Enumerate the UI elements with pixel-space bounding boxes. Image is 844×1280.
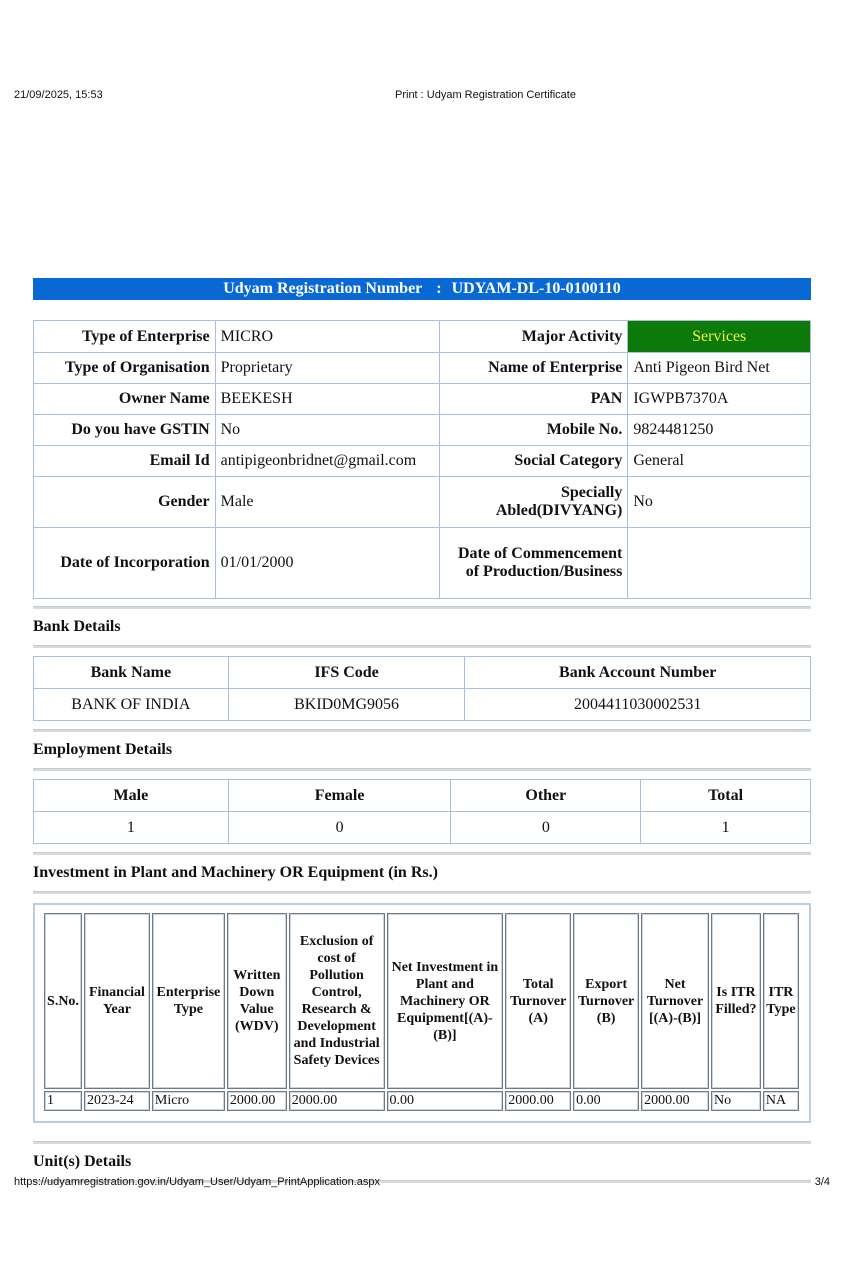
divider: [33, 891, 811, 894]
date-of-incorporation-value: 01/01/2000: [215, 528, 439, 599]
table-row: [34, 415, 811, 446]
registration-number: UDYAM-DL-10-0100110: [451, 280, 621, 297]
investment-title: Investment in Plant and Machinery OR Equipment (in Rs.): [33, 864, 438, 881]
bank-details-table: [33, 656, 811, 721]
table-row: [34, 384, 811, 415]
bank-name-value: BANK OF INDIA: [34, 689, 229, 721]
type-of-organisation-value: Proprietary: [215, 353, 439, 384]
gender-value: Male: [215, 477, 439, 528]
print-title: Print : Udyam Registration Certificate: [395, 89, 576, 101]
table-header-row: [44, 913, 799, 1089]
table-row: [34, 528, 811, 599]
gstin-value: No: [215, 415, 439, 446]
gstin-label: Do you have GSTIN: [34, 415, 216, 446]
export-turnover-cell: 0.00: [573, 1091, 639, 1111]
name-of-enterprise-label: Name of Enterprise: [439, 353, 628, 384]
print-header: [14, 89, 830, 103]
divider: [33, 645, 811, 648]
enterprise-type-cell: Micro: [152, 1091, 225, 1111]
itr-type-header: ITR Type: [763, 913, 799, 1089]
financial-year-header: Financial Year: [84, 913, 150, 1089]
owner-name-value: BEEKESH: [215, 384, 439, 415]
divider: [33, 768, 811, 771]
date-of-commencement-label: Date of Commencement of Production/Business: [439, 528, 628, 599]
net-investment-cell: 0.00: [387, 1091, 504, 1111]
female-header: Female: [228, 780, 451, 812]
ifs-code-value: BKID0MG9056: [228, 689, 465, 721]
certificate-content: [33, 278, 811, 1183]
financial-year-cell: 2023-24: [84, 1091, 150, 1111]
registration-banner: [33, 278, 811, 300]
itr-type-cell: NA: [763, 1091, 799, 1111]
social-category-value: General: [628, 446, 811, 477]
print-datetime: 21/09/2025, 15:53: [14, 89, 103, 101]
investment-table-wrapper: [33, 903, 811, 1123]
date-of-incorporation-label: Date of Incorporation: [34, 528, 216, 599]
total-turnover-cell: 2000.00: [505, 1091, 571, 1111]
table-row: [34, 446, 811, 477]
enterprise-type-header: Enterprise Type: [152, 913, 225, 1089]
total-header: Total: [641, 780, 811, 812]
pan-label: PAN: [439, 384, 628, 415]
wdv-header: Written Down Value (WDV): [227, 913, 287, 1089]
email-value: antipigeonbridnet@gmail.com: [215, 446, 439, 477]
table-row: [34, 812, 811, 844]
owner-name-label: Owner Name: [34, 384, 216, 415]
sno-cell: 1: [44, 1091, 82, 1111]
total-value: 1: [641, 812, 811, 844]
export-turnover-header: Export Turnover (B): [573, 913, 639, 1089]
employment-details-title: Employment Details: [33, 741, 173, 758]
exclusion-cost-cell: 2000.00: [289, 1091, 385, 1111]
male-header: Male: [34, 780, 229, 812]
print-footer: [14, 1176, 830, 1190]
type-of-enterprise-value: MICRO: [215, 321, 439, 353]
bank-details-title: Bank Details: [33, 618, 121, 635]
total-turnover-header: Total Turnover (A): [505, 913, 571, 1089]
registration-separator: :: [436, 280, 442, 297]
table-row: [34, 353, 811, 384]
net-turnover-cell: 2000.00: [641, 1091, 709, 1111]
mobile-value: 9824481250: [628, 415, 811, 446]
employment-details-table: [33, 779, 811, 844]
wdv-cell: 2000.00: [227, 1091, 287, 1111]
other-value: 0: [451, 812, 641, 844]
email-label: Email Id: [34, 446, 216, 477]
gender-label: Gender: [34, 477, 216, 528]
account-number-header: Bank Account Number: [465, 657, 811, 689]
ifs-code-header: IFS Code: [228, 657, 465, 689]
enterprise-info-table: [33, 320, 811, 599]
type-of-enterprise-label: Type of Enterprise: [34, 321, 216, 353]
page-number: 3/4: [814, 1176, 830, 1188]
table-header-row: [34, 657, 811, 689]
major-activity-label: Major Activity: [439, 321, 628, 353]
specially-abled-value: No: [628, 477, 811, 528]
specially-abled-label: Specially Abled(DIVYANG): [439, 477, 628, 528]
table-header-row: [34, 780, 811, 812]
itr-filled-cell: No: [711, 1091, 761, 1111]
table-row: [34, 321, 811, 353]
bank-name-header: Bank Name: [34, 657, 229, 689]
itr-filled-header: Is ITR Filled?: [711, 913, 761, 1089]
investment-table: [42, 911, 801, 1113]
female-value: 0: [228, 812, 451, 844]
net-investment-header: Net Investment in Plant and Machinery OR Equipment[(A)-(B)]: [387, 913, 504, 1089]
name-of-enterprise-value: Anti Pigeon Bird Net: [628, 353, 811, 384]
sno-header: S.No.: [44, 913, 82, 1089]
print-url: https://udyamregistration.gov.in/Udyam_User/Udyam_PrintApplication.aspx: [14, 1176, 381, 1188]
exclusion-cost-header: Exclusion of cost of Pollution Control, Research & Development and Industrial Safety Devices: [289, 913, 385, 1089]
pan-value: IGWPB7370A: [628, 384, 811, 415]
net-turnover-header: Net Turnover [(A)-(B)]: [641, 913, 709, 1089]
table-row: [34, 477, 811, 528]
type-of-organisation-label: Type of Organisation: [34, 353, 216, 384]
other-header: Other: [451, 780, 641, 812]
male-value: 1: [34, 812, 229, 844]
registration-label: Udyam Registration Number: [223, 280, 423, 297]
account-number-value: 2004411030002531: [465, 689, 811, 721]
social-category-label: Social Category: [439, 446, 628, 477]
units-details-title: Unit(s) Details: [33, 1153, 132, 1170]
table-row: [34, 689, 811, 721]
date-of-commencement-value: [628, 528, 811, 599]
major-activity-value: Services: [628, 321, 811, 353]
mobile-label: Mobile No.: [439, 415, 628, 446]
table-row: [44, 1091, 799, 1111]
